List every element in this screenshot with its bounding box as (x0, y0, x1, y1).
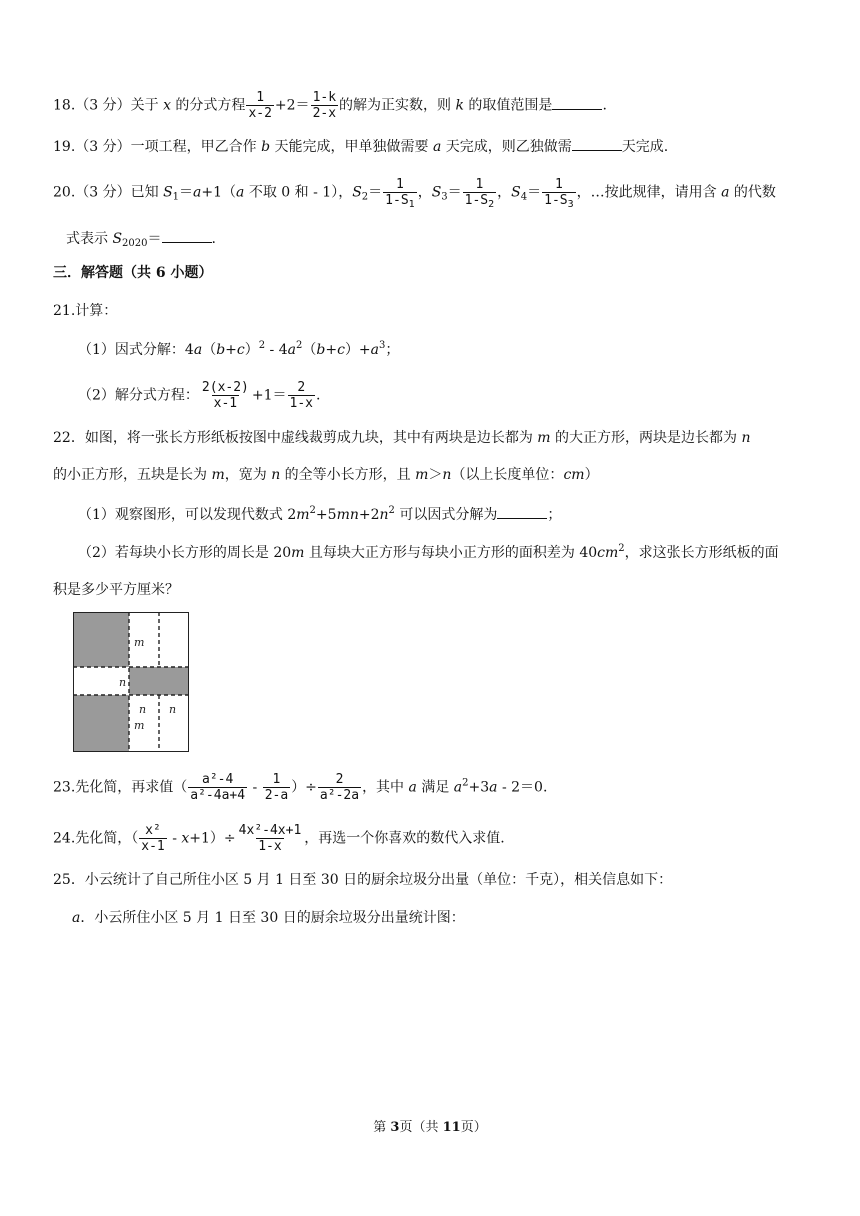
label-m-bottom: m (134, 719, 145, 732)
q-text: ，再选一个你喜欢的数代入求值. (304, 830, 505, 847)
denominator: 1-x (289, 396, 314, 411)
question-20 (53, 177, 820, 208)
var: b+c (316, 342, 345, 358)
q-number: 23. (53, 779, 76, 796)
q-text: 先化简，（ (75, 830, 139, 847)
answer-blank[interactable] (497, 504, 547, 519)
superscript: 2 (309, 505, 316, 516)
numerator: 1-k (312, 90, 337, 105)
q-text: ， (417, 184, 432, 201)
q-text: 先化简，再求值（ (75, 779, 188, 796)
q-text: . (316, 387, 321, 404)
q-text: +1）÷ (189, 830, 236, 847)
question-21-part2 (78, 380, 820, 411)
q-text: +1（ (201, 184, 237, 201)
question-21-part1: （1）因式分解：$4a(b+c)^2 - 4a^2(b+c)+a^3$； (78, 340, 400, 358)
subscript: 1 (408, 199, 415, 210)
numerator: 1 (554, 177, 563, 192)
subscript: 4 (520, 191, 528, 203)
var: m (291, 545, 305, 561)
subscript: 3 (567, 199, 574, 210)
page-number: 3 (390, 1120, 400, 1135)
q-text: ； (547, 507, 562, 523)
q-text: ＝ (147, 231, 162, 247)
footer-text: 页（共 (399, 1120, 443, 1135)
var: m (211, 467, 225, 483)
var: n (741, 430, 751, 446)
q-text: （2）解分式方程： (78, 387, 199, 404)
q-text: 的分式方程 (170, 97, 246, 114)
var: cm (597, 545, 619, 561)
q-text: ，…按此规律，请用含 (576, 184, 722, 201)
fraction (188, 772, 247, 803)
question-21 (53, 301, 820, 321)
q-text: ，宽为 (224, 467, 272, 483)
answer-blank[interactable] (572, 136, 622, 151)
var: b+c (216, 342, 245, 358)
numerator: 4x²-4x+1 (238, 823, 302, 838)
small-square-middle (129, 667, 188, 695)
q-text: +2＝ (274, 97, 310, 114)
superscript: 2 (296, 340, 303, 351)
superscript: 3 (379, 340, 386, 351)
q-text: 且每块大正方形与每块小正方形的面积差为 40 (304, 545, 598, 561)
q-text: （1）因式分解：4 (78, 342, 194, 358)
q-number: 20. (53, 184, 76, 201)
big-square-bottom (74, 695, 129, 751)
q-text: ＝ (527, 184, 542, 201)
question-24 (53, 823, 820, 854)
fraction (383, 177, 417, 208)
var: m (296, 507, 310, 523)
q-text: ）÷ (291, 779, 317, 796)
var: cm (563, 467, 585, 483)
q-number: 19. (53, 139, 76, 155)
q-text: （ (302, 342, 317, 358)
question-25-a (72, 908, 820, 928)
var: a (489, 779, 498, 796)
subscript: 2 (361, 191, 369, 203)
question-19 (53, 136, 820, 157)
q-points: （3 分） (75, 184, 131, 201)
q-text: 天完成，则乙独做需 (441, 139, 572, 155)
q-text: +1＝ (251, 387, 287, 404)
q-text: 的全等小长方形，且 (280, 467, 416, 483)
q-text: （ (202, 342, 217, 358)
fraction (139, 823, 166, 854)
q-text: ．小云所住小区 5 月 1 日至 30 日的厨余垃圾分出量统计图： (80, 910, 465, 926)
numerator: x² (145, 823, 161, 838)
q-text: ） (244, 342, 259, 358)
fraction (288, 380, 315, 411)
q-text: 的代数 (729, 184, 776, 201)
q-text: - (248, 779, 262, 796)
q-number: 18. (53, 97, 76, 114)
fraction (463, 177, 497, 208)
den-text: 1-S (385, 193, 409, 208)
label-m-top: m (134, 636, 145, 649)
question-22-part2-cont: 积是多少平方厘米？ (53, 582, 179, 598)
q-text: 已知 (130, 184, 164, 201)
question-22-part2 (78, 543, 820, 563)
q-text: +5 (315, 507, 337, 523)
numerator: 1 (475, 177, 484, 192)
total-pages: 11 (442, 1120, 461, 1135)
answer-blank[interactable] (552, 95, 602, 110)
q-points: （3 分） (75, 97, 131, 114)
section-heading: 三．解答题（共 6 小题） (53, 265, 213, 281)
denominator (463, 192, 497, 208)
superscript: 2 (618, 543, 625, 554)
subscript: 2020 (122, 238, 148, 249)
question-20-cont (66, 228, 820, 249)
q-text: 22．如图，将一张长方形纸板按图中虚线裁剪成九块，其中有两块是边长都为 (53, 430, 538, 446)
q-text: ，其中 (362, 779, 409, 796)
q-text: ＝ (179, 184, 194, 201)
denominator: a²-2a (319, 788, 360, 803)
var: n (442, 467, 452, 483)
var: S (431, 184, 442, 201)
superscript: 2 (388, 505, 395, 516)
superscript: 2 (258, 340, 266, 351)
var: m (537, 430, 551, 446)
numerator: 2 (335, 772, 344, 787)
q-number: 21. (53, 303, 76, 319)
fraction (200, 380, 251, 411)
var: S (352, 184, 362, 201)
q-text: 式表示 (66, 231, 113, 247)
fraction (318, 772, 361, 803)
page-footer (0, 1116, 860, 1135)
var: b (261, 139, 271, 155)
denominator: x-2 (248, 106, 272, 121)
q-text: 天能完成，甲单独做需要 (270, 139, 433, 155)
var: n (271, 467, 281, 483)
var: a (72, 910, 81, 926)
big-square-top (74, 613, 129, 667)
fraction (542, 177, 576, 208)
label-n-bottom-left: n (139, 703, 147, 716)
denominator: x-1 (213, 396, 238, 411)
denominator: x-1 (141, 839, 165, 854)
var: S (511, 184, 521, 201)
question-22-part1 (78, 504, 820, 525)
q-points: （3 分） (75, 139, 131, 155)
var: a (721, 184, 730, 201)
q-text: ； (385, 342, 400, 358)
cut-paper-figure (73, 612, 189, 752)
q-text: 天完成. (621, 139, 669, 155)
numerator: 1 (256, 90, 265, 105)
q-text: 关于 (130, 97, 164, 114)
numerator: 2 (297, 380, 306, 395)
subscript: 3 (441, 191, 448, 203)
subscript: 1 (172, 191, 180, 203)
q-text: ＝ (447, 184, 462, 201)
q-text: 计算： (75, 303, 118, 319)
q-text: +2 (358, 507, 380, 523)
label-n-middle: n (119, 676, 127, 689)
q-number: 24. (53, 830, 76, 847)
var: a (408, 779, 417, 796)
var: S (163, 184, 173, 201)
q-text: - 4 (265, 342, 288, 358)
denominator: 2-a (264, 788, 289, 803)
q-text: 一项工程，甲乙合作 (130, 139, 262, 155)
var: mn (336, 507, 359, 523)
q-text: ） (584, 467, 599, 483)
var: a (453, 779, 463, 796)
q-text: . (602, 97, 607, 114)
var: m (415, 467, 429, 483)
q-text: 的取值范围是 (463, 97, 553, 114)
denominator: 2-x (312, 106, 337, 121)
q-text: 的大正方形，两块是边长都为 (550, 430, 742, 446)
var: n (379, 507, 389, 523)
denominator: 1-x (258, 839, 282, 854)
q-text: - 2＝0. (497, 779, 548, 796)
question-22 (53, 428, 820, 448)
q-text: ）+ (344, 342, 371, 358)
subscript: 2 (488, 199, 495, 210)
q-text: - (167, 830, 182, 847)
footer-text: 第 (373, 1120, 391, 1135)
denominator (383, 192, 417, 208)
question-22-line2 (53, 465, 820, 485)
question-23 (53, 772, 820, 803)
q-text: . (211, 231, 216, 247)
denominator (542, 192, 576, 208)
superscript: 2 (462, 777, 469, 789)
q-text: （2）若每块小长方形的周长是 20 (78, 545, 292, 561)
var: x (181, 830, 190, 847)
var: a (193, 184, 202, 201)
var: k (455, 97, 464, 114)
den-text: 1-S (464, 193, 489, 208)
var: a (236, 184, 245, 201)
var: S (112, 231, 123, 247)
den-text: 1-S (544, 193, 568, 208)
q-text: 的解为正实数，则 (339, 97, 456, 114)
q-text: 的小正方形，五块是长为 (53, 467, 212, 483)
denominator: a²-4a+4 (190, 788, 246, 803)
numerator: a²-4 (202, 772, 234, 787)
numerator: 1 (396, 177, 404, 192)
q-text: （1）观察图形，可以发现代数式 2 (78, 507, 297, 523)
q-text: 满足 (416, 779, 454, 796)
answer-blank[interactable] (162, 228, 212, 243)
footer-text: 页） (460, 1120, 487, 1135)
var: x (163, 97, 171, 114)
var: a (432, 139, 442, 155)
q-text: 不取 0 和 - 1）， (244, 184, 353, 201)
question-25: 25．小云统计了自己所住小区 5 月 1 日至 30 日的厨余垃圾分出量（单位：千克），相关信息如下： (53, 872, 673, 888)
q-text: ＝ (368, 184, 383, 201)
q-text: （以上长度单位： (451, 467, 564, 483)
q-text: ＞ (428, 467, 443, 483)
fraction (246, 90, 273, 121)
numerator: 1 (272, 772, 281, 787)
fraction (311, 90, 338, 121)
numerator: 2(x-2) (201, 380, 249, 395)
question-18 (53, 90, 820, 121)
q-text: +3 (468, 779, 490, 796)
label-n-bottom-right: n (169, 703, 177, 716)
fraction (237, 823, 304, 854)
q-text: ， (497, 184, 512, 201)
q-text: ，求这张长方形纸板的面 (624, 545, 779, 561)
fraction (263, 772, 290, 803)
q-text: 可以因式分解为 (394, 507, 498, 523)
